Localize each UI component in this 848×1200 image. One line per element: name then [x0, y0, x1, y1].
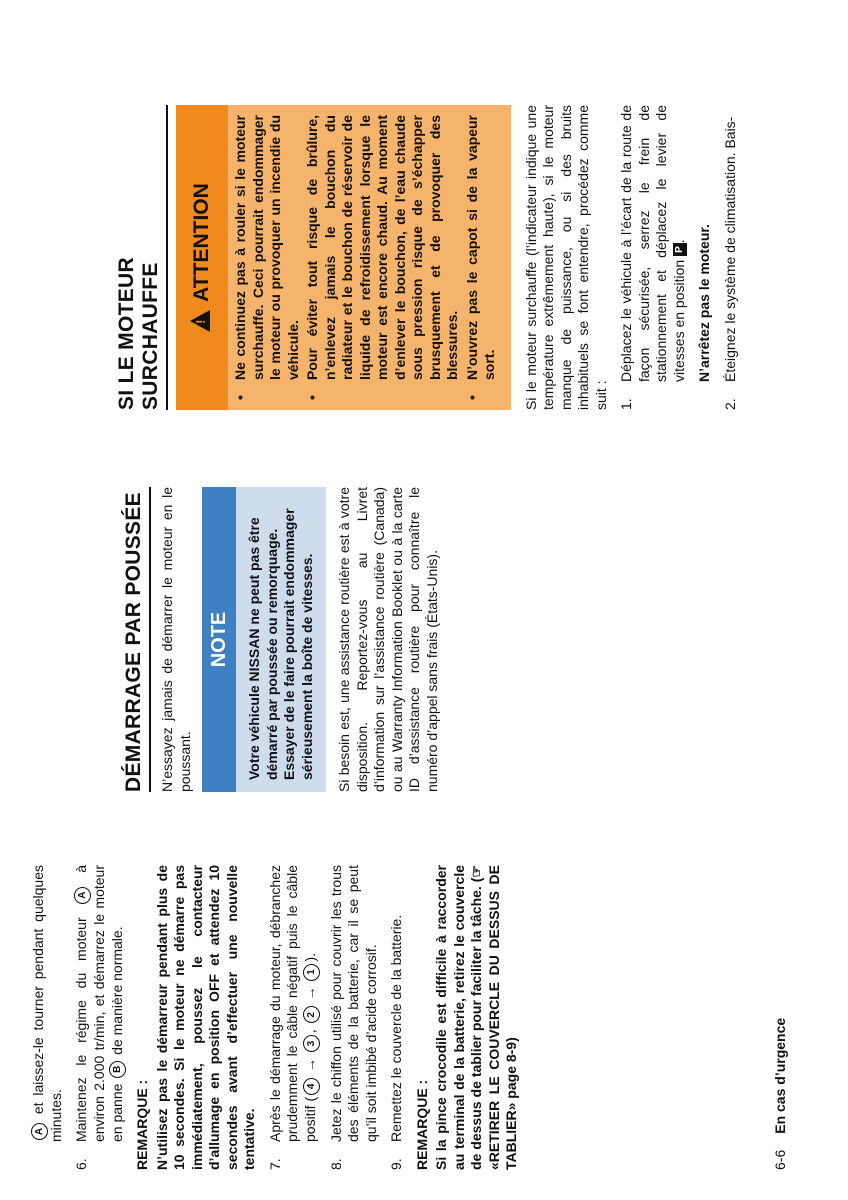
callout-2-icon: 2 — [303, 1006, 320, 1023]
push-start-intro: N’essayez jamais de démarrer le moteur en le poussant. — [159, 487, 193, 792]
step-7: 7. Après le démarrage du moteur, débranchez prudemment le câble négatif puis le câble positif (4 → 3, 2 → 1). — [266, 865, 318, 1170]
callout-1-icon: 1 — [303, 964, 320, 981]
roadside-assistance-text: Si besoin est, une assistance routière est à votre disposition. Reportez-vous au Livret d’information sur l’assistance routière (Canada) ou au Warranty Information Booklet ou à la carte ID d’assistance routière pour connaître le numéro d’appel sans frais (États-Unis). — [336, 487, 440, 792]
page-number: 6-6 — [772, 1149, 788, 1170]
note-box — [202, 487, 326, 792]
note-text: Votre véhicule NISSAN ne peut pas être démarré par poussée ou remorquage. Essayer de le faire pourrait endommager sérieusement la boîte de vitesses. — [246, 508, 315, 780]
remark-1-text: N’utilisez pas le démarreur pendant plus de 10 secondes. Si le moteur ne démarre pas immédiatement, poussez le contacteur d’allumage en position OFF et attendez 10 secondes avant d’effectuer une nouvelle tentative. — [153, 865, 258, 1170]
section-name: En cas d’urgence — [772, 1017, 788, 1134]
section-heading-overheat: SI LE MOTEUR SURCHAUFFE — [115, 105, 168, 410]
callout-a-icon: A — [74, 887, 91, 904]
overheat-step-1: 1. Déplacez le véhicule à l’écart de la route de façon sécurisée, serrez le frein de stationnement et déplacez le levier de vitesses en position P. — [618, 105, 687, 410]
remark-2-text: Si la pince crocodile est difficile à raccorder au terminal de la batterie, retirez le couvercle de dessus de tablier pour faciliter la tâche. (☞ «RETIRER LE COUVERCLE DU DESSUS DE TABLIER» page 8-9) — [433, 865, 520, 1170]
step-8: 8. Jetez le chiffon utilisé pour couvrir les trous des éléments de la batterie, car il se peut qu’il soit imbibé d’acide corrosif. — [327, 865, 379, 1170]
warning-bullet: • Ne continuez pas à rouler si le moteur surchauffe. Ceci pourrait endommager le moteur ou provoquer un incendie du véhicule. — [232, 115, 301, 400]
column-push-start — [122, 487, 449, 792]
step-9: 9. Remettez le couvercle de la batterie. — [388, 914, 405, 1170]
callout-3-icon: 3 — [303, 1035, 320, 1052]
column-battery-jump-end — [30, 865, 529, 1170]
park-position-icon: P — [673, 243, 687, 256]
warning-triangle-icon: ! — [190, 310, 210, 332]
remark-1-heading: REMARQUE : — [134, 1079, 151, 1170]
callout-b-icon: B — [109, 1061, 126, 1078]
page-footer — [772, 1018, 788, 1170]
callout-4-icon: 4 — [303, 1078, 320, 1095]
intro-paragraph: A et laissez-le tourner pendant quelques minutes. — [30, 865, 64, 1142]
step-6: 6. Maintenez le régime du moteur A à environ 2.000 tr/min, et démarrez le moteur en panne B de manière normale. — [73, 865, 125, 1170]
remark-2-heading: REMARQUE : — [413, 1079, 430, 1170]
warning-bullet: • Pour éviter tout risque de brûlure, n’enlevez jamais le bouchon du radiateur et le bouchon de réservoir de liquide de refroidissement lorsque le moteur est encore chaud. Au moment d’enlever le bouchon, de l’eau chaude sous pression risque de s’échapper brusquement et de provoquer des blessures. — [304, 115, 460, 400]
reference-icon: ☞ — [468, 865, 485, 878]
overheat-step-2: 2. Éteignez le système de climatisation. Bais- — [721, 116, 738, 410]
section-heading-push-start: DÉMARRAGE PAR POUSSÉE — [122, 487, 151, 792]
column-overheat — [115, 105, 747, 410]
warning-bullet: • N’ouvrez pas le capot si de la vapeur sort. — [463, 115, 497, 400]
warning-title: ATTENTION — [190, 183, 213, 302]
callout-a-icon: A — [31, 1123, 48, 1140]
warning-title-bar — [176, 105, 228, 410]
overheat-intro: Si le moteur surchauffe (l’indicateur indique une température extrêmement haute), si le moteur manque de puissance, ou si des bruits inhabituels se font entendre, procédez comme suit : — [522, 105, 609, 410]
note-title: NOTE — [202, 487, 236, 792]
warning-body — [228, 105, 511, 410]
warning-box — [176, 105, 511, 410]
do-not-stop-engine: N’arrêtez pas le moteur. — [696, 224, 712, 382]
